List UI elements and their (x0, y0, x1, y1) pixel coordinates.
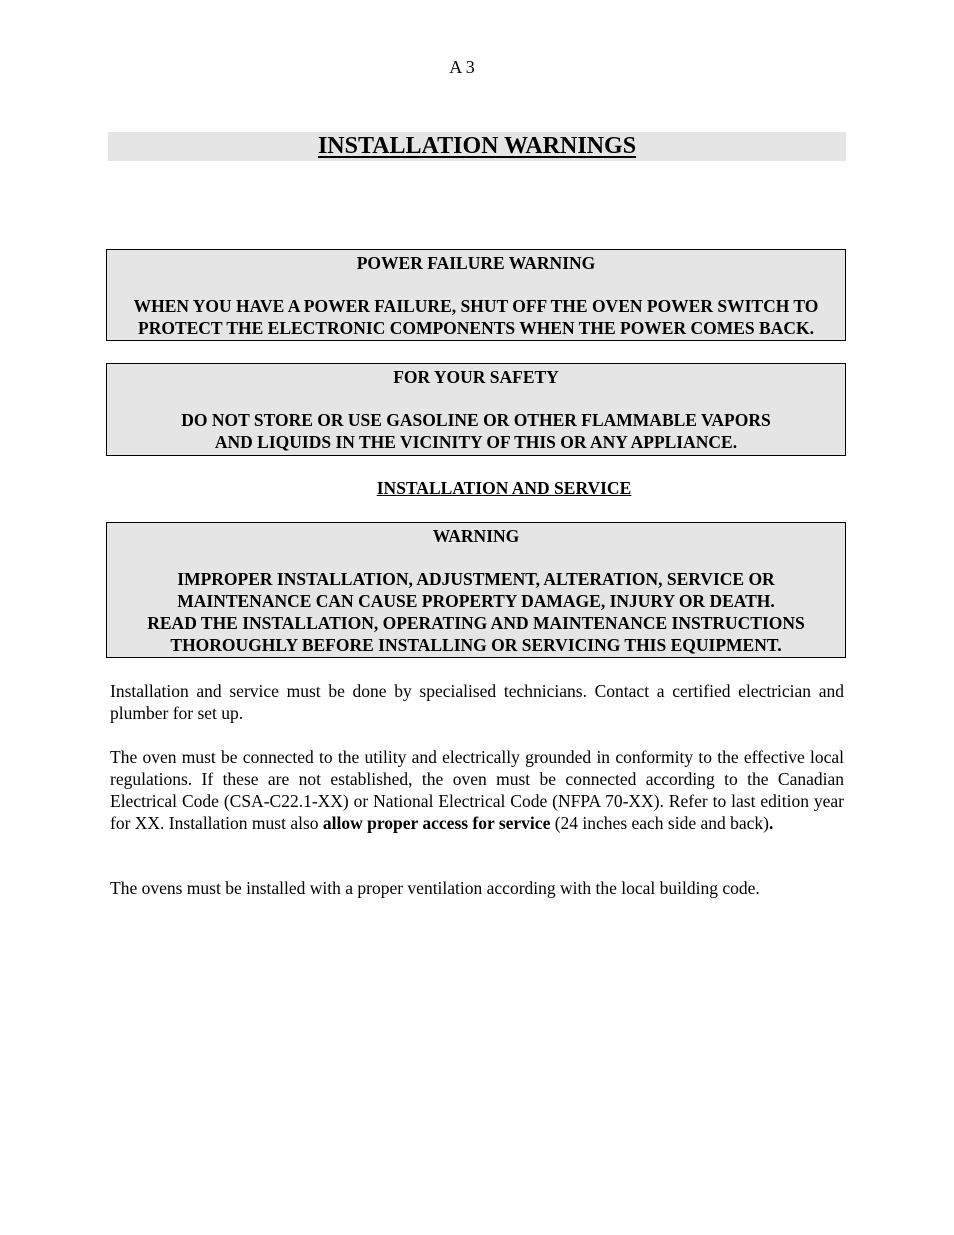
box-line: MAINTENANCE CAN CAUSE PROPERTY DAMAGE, INJURY OR DEATH. (177, 591, 775, 611)
section-heading: INSTALLATION AND SERVICE (376, 478, 632, 498)
paragraph-text: The oven must be connected to the utility and electrically grounded in conformity to the effective local regulations. If these are not established, the oven must be connected according to the Canadian Electrical Code (CSA-C22.1-XX) or National Electrical Code (NFPA 70-XX). Refer to last edition year for XX. Installation must also (110, 747, 844, 833)
power-failure-warning-box (106, 249, 846, 341)
box-body (107, 409, 845, 453)
box-line: IMPROPER INSTALLATION, ADJUSTMENT, ALTERATION, SERVICE OR (177, 569, 775, 589)
paragraph-technicians: Installation and service must be done by specialised technicians. Contact a certified electrician and plumber for set up. (110, 681, 844, 723)
box-body (107, 295, 845, 339)
installation-warning-box (106, 522, 846, 658)
page-title: INSTALLATION WARNINGS (317, 133, 637, 159)
box-line: WHEN YOU HAVE A POWER FAILURE, SHUT OFF THE OVEN POWER SWITCH TO (133, 296, 819, 316)
paragraph-ventilation: The ovens must be installed with a proper ventilation according with the local building code. (110, 878, 760, 898)
paragraph-period: . (769, 813, 774, 833)
box-line: DO NOT STORE OR USE GASOLINE OR OTHER FLAMMABLE VAPORS (181, 410, 771, 430)
box-body (107, 568, 845, 656)
safety-warning-box (106, 363, 846, 456)
box-heading: WARNING (432, 526, 520, 546)
page-title-band (108, 132, 846, 161)
box-line: THOROUGHLY BEFORE INSTALLING OR SERVICING THIS EQUIPMENT. (170, 635, 782, 655)
box-heading: POWER FAILURE WARNING (356, 253, 596, 273)
paragraph-electrical (110, 746, 844, 834)
box-line: READ THE INSTALLATION, OPERATING AND MAINTENANCE INSTRUCTIONS (147, 613, 805, 633)
box-line: AND LIQUIDS IN THE VICINITY OF THIS OR ANY APPLIANCE. (214, 432, 738, 452)
paragraph-text: (24 inches each side and back) (550, 813, 769, 833)
box-heading: FOR YOUR SAFETY (393, 367, 559, 387)
paragraph-emphasis: allow proper access for service (322, 813, 551, 833)
page-number: A 3 (449, 57, 475, 77)
box-line: PROTECT THE ELECTRONIC COMPONENTS WHEN THE POWER COMES BACK. (138, 318, 814, 338)
